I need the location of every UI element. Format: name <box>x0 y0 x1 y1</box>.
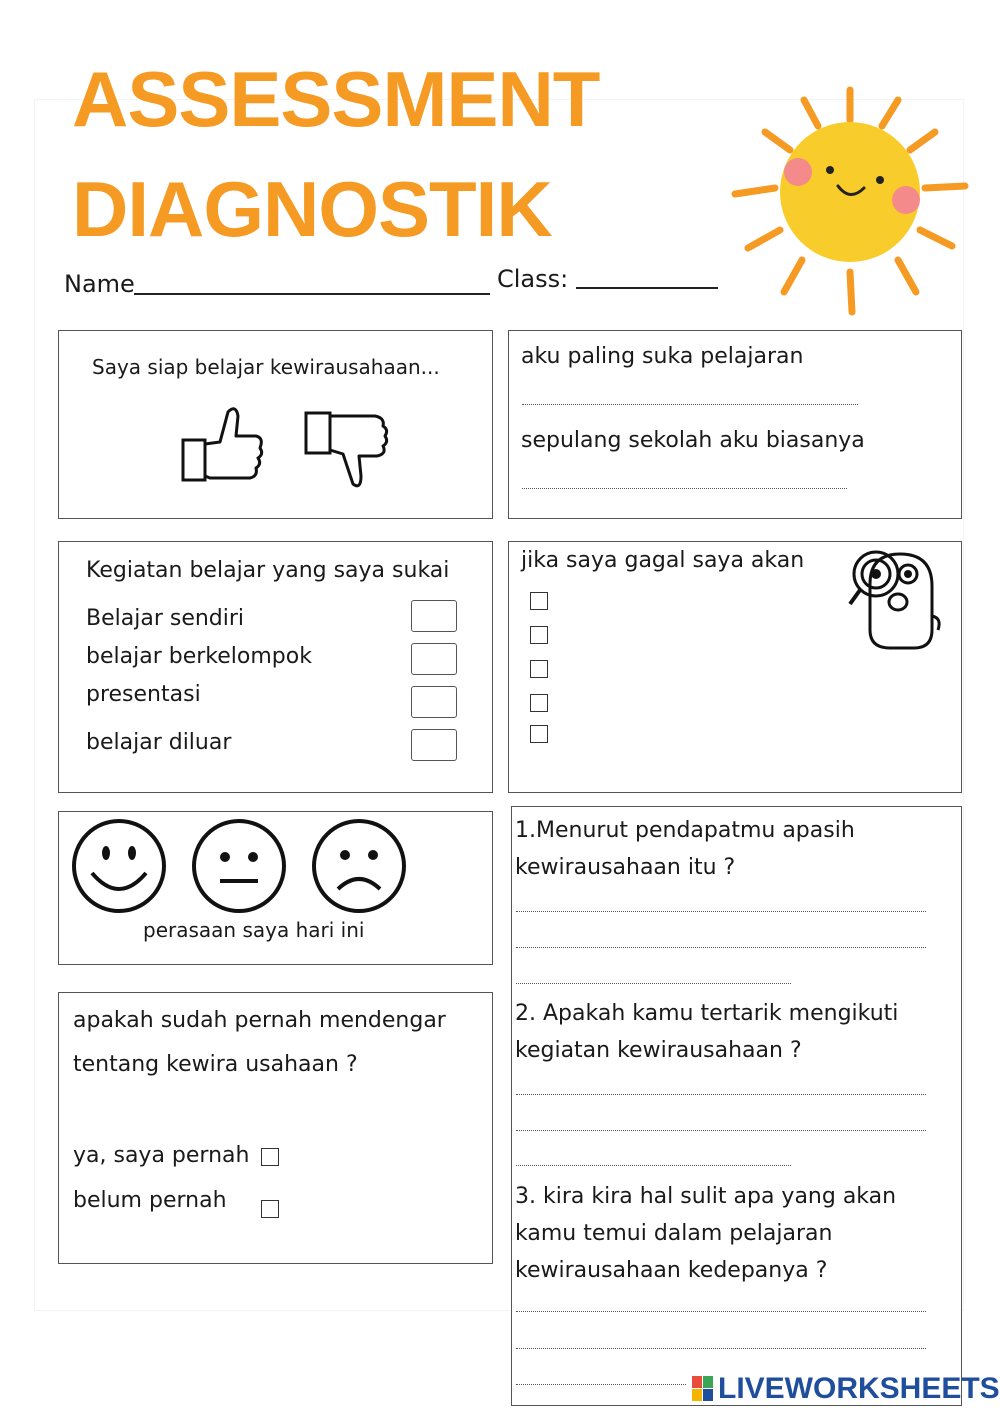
questions-box <box>511 806 962 1406</box>
liveworksheets-brand: LIVEWORKSHEETS <box>718 1372 1000 1405</box>
fail-checkbox[interactable] <box>530 694 548 712</box>
name-label: Name <box>64 270 135 298</box>
activity-label: presentasi <box>86 682 201 707</box>
favorite-subject-prompt: aku paling suka pelajaran <box>521 344 804 369</box>
sun-icon <box>720 80 980 330</box>
question-1-line-2: kewirausahaan itu ? <box>515 855 736 880</box>
fail-checkbox[interactable] <box>530 725 548 743</box>
answer-line[interactable] <box>516 1094 926 1095</box>
answer-line[interactable] <box>516 1165 791 1166</box>
class-field[interactable] <box>576 287 718 289</box>
activity-checkbox[interactable] <box>411 643 457 675</box>
question-2-line-1: 2. Apakah kamu tertarik mengikuti <box>515 1001 899 1026</box>
sad-face-icon[interactable] <box>310 817 408 915</box>
favorite-subject-answer-line[interactable] <box>522 404 858 405</box>
answer-line[interactable] <box>516 911 926 912</box>
name-field[interactable] <box>134 293 490 295</box>
activity-checkbox[interactable] <box>411 729 457 761</box>
thumbs-up-icon[interactable] <box>180 402 264 484</box>
question-2-line-2: kegiatan kewirausahaan ? <box>515 1038 802 1063</box>
happy-face-icon[interactable] <box>70 817 168 915</box>
question-3-line-1: 3. kira kira hal sulit apa yang akan <box>515 1184 897 1209</box>
after-school-answer-line[interactable] <box>522 488 847 489</box>
heard-question-line-2: tentang kewira usahaan ? <box>73 1052 358 1077</box>
option-yes-checkbox[interactable] <box>261 1148 279 1166</box>
answer-line[interactable] <box>516 1384 686 1385</box>
question-3-line-3: kewirausahaan kedepanya ? <box>515 1258 828 1283</box>
answer-line[interactable] <box>516 1311 926 1312</box>
neutral-face-icon[interactable] <box>190 817 288 915</box>
fail-checkbox[interactable] <box>530 592 548 610</box>
thumbs-down-icon[interactable] <box>303 410 393 494</box>
activity-label: Belajar sendiri <box>86 606 245 631</box>
option-yes-label: ya, saya pernah <box>73 1143 250 1168</box>
activity-label: belajar diluar <box>86 730 232 755</box>
title-line-2: DIAGNOSTIK <box>72 165 552 253</box>
ready-question: Saya siap belajar kewirausahaan... <box>92 355 440 379</box>
activities-title: Kegiatan belajar yang saya sukai <box>86 558 450 583</box>
fail-title: jika saya gagal saya akan <box>521 548 805 573</box>
question-1-line-1: 1.Menurut pendapatmu apasih <box>515 818 855 843</box>
title-line-1: ASSESSMENT <box>72 55 600 143</box>
activity-checkbox[interactable] <box>411 686 457 718</box>
magnifier-character-icon <box>840 544 944 660</box>
answer-line[interactable] <box>516 1348 926 1349</box>
heard-question-line-1: apakah sudah pernah mendengar <box>73 1008 446 1033</box>
question-3-line-2: kamu temui dalam pelajaran <box>515 1221 833 1246</box>
liveworksheets-logo-icon <box>692 1376 714 1402</box>
answer-line[interactable] <box>516 1130 926 1131</box>
class-label: Class: <box>497 265 569 293</box>
option-no-label: belum pernah <box>73 1188 227 1213</box>
fail-checkbox[interactable] <box>530 626 548 644</box>
answer-line[interactable] <box>516 947 926 948</box>
activity-label: belajar berkelompok <box>86 644 312 669</box>
feelings-caption: perasaan saya hari ini <box>143 918 365 942</box>
fail-checkbox[interactable] <box>530 660 548 678</box>
activity-checkbox[interactable] <box>411 600 457 632</box>
after-school-prompt: sepulang sekolah aku biasanya <box>521 428 865 453</box>
option-no-checkbox[interactable] <box>261 1200 279 1218</box>
answer-line[interactable] <box>516 983 791 984</box>
